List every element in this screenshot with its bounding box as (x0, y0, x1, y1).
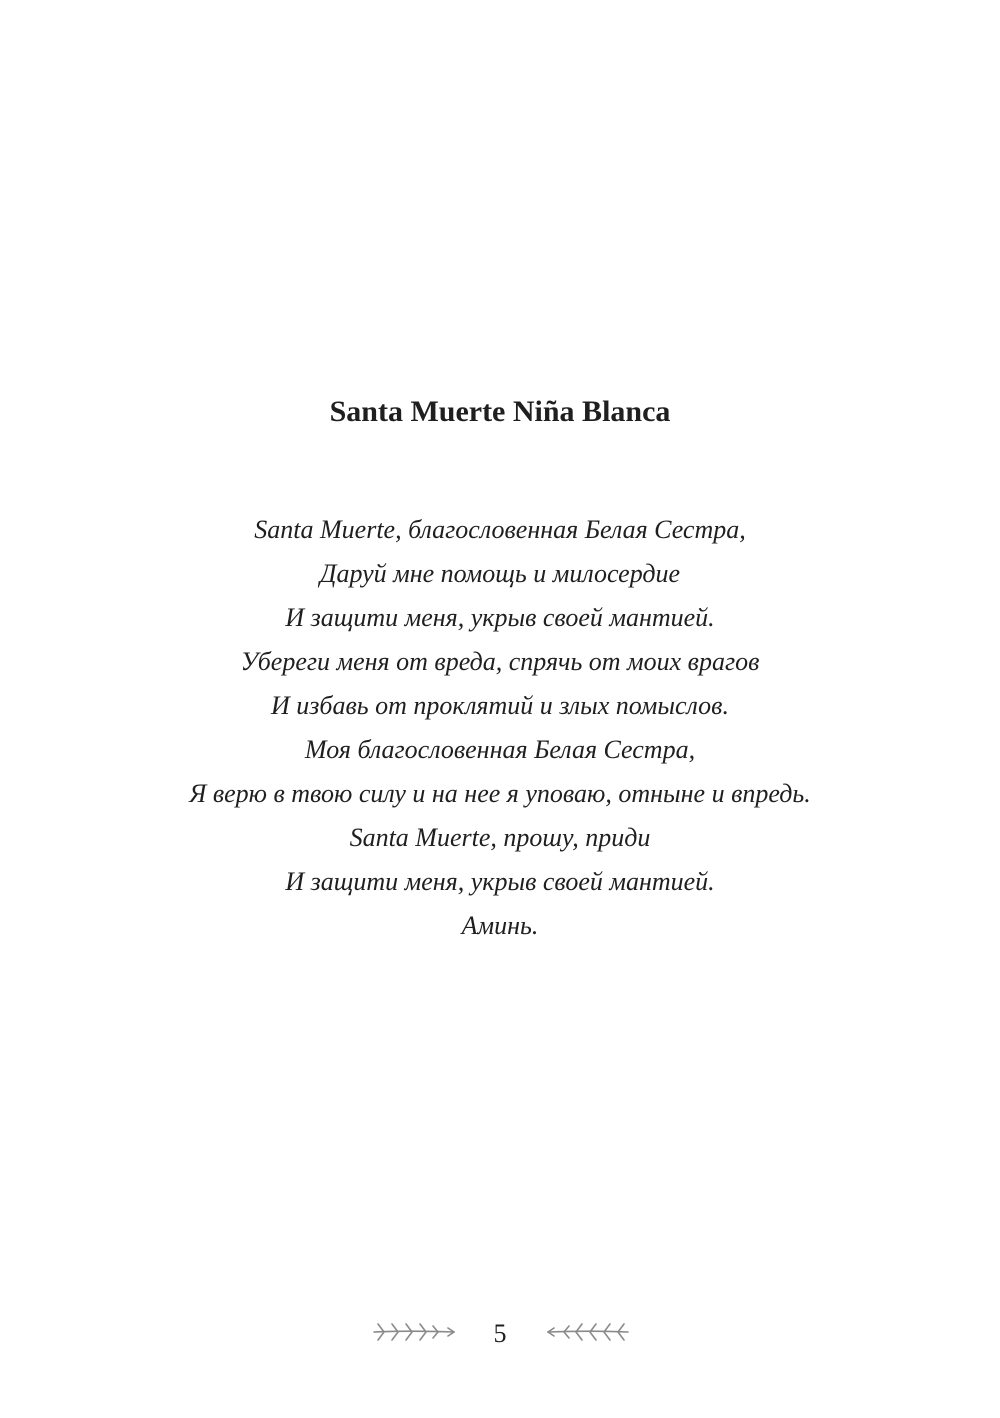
poem-line: Моя благословенная Белая Сестра, (304, 735, 696, 764)
page-number: 5 (493, 1319, 507, 1348)
poem-line: Даруй мне помощь и милосердие (319, 559, 681, 588)
poem-line: Я верю в твою силу и на нее я уповаю, отныне и впредь. (189, 779, 811, 808)
poem-line: И избавь от проклятий и злых помыслов. (271, 691, 729, 720)
sprig-icon (372, 1318, 456, 1348)
poem-line: Santa Muerte, прошу, приди (349, 823, 651, 852)
poem-line: Аминь. (461, 911, 539, 940)
poem-text (0, 508, 1000, 948)
poem-line: Убереги меня от вреда, спрячь от моих врагов (240, 647, 760, 676)
page-title: Santa Muerte Niña Blanca (329, 395, 671, 428)
poem-line: И защити меня, укрыв своей мантией. (285, 603, 715, 632)
poem-line: И защити меня, укрыв своей мантией. (285, 867, 715, 896)
poem-line: Santa Muerte, благословенная Белая Сестра, (254, 515, 746, 544)
page-footer (0, 1316, 1000, 1352)
sprig-icon (546, 1318, 630, 1348)
